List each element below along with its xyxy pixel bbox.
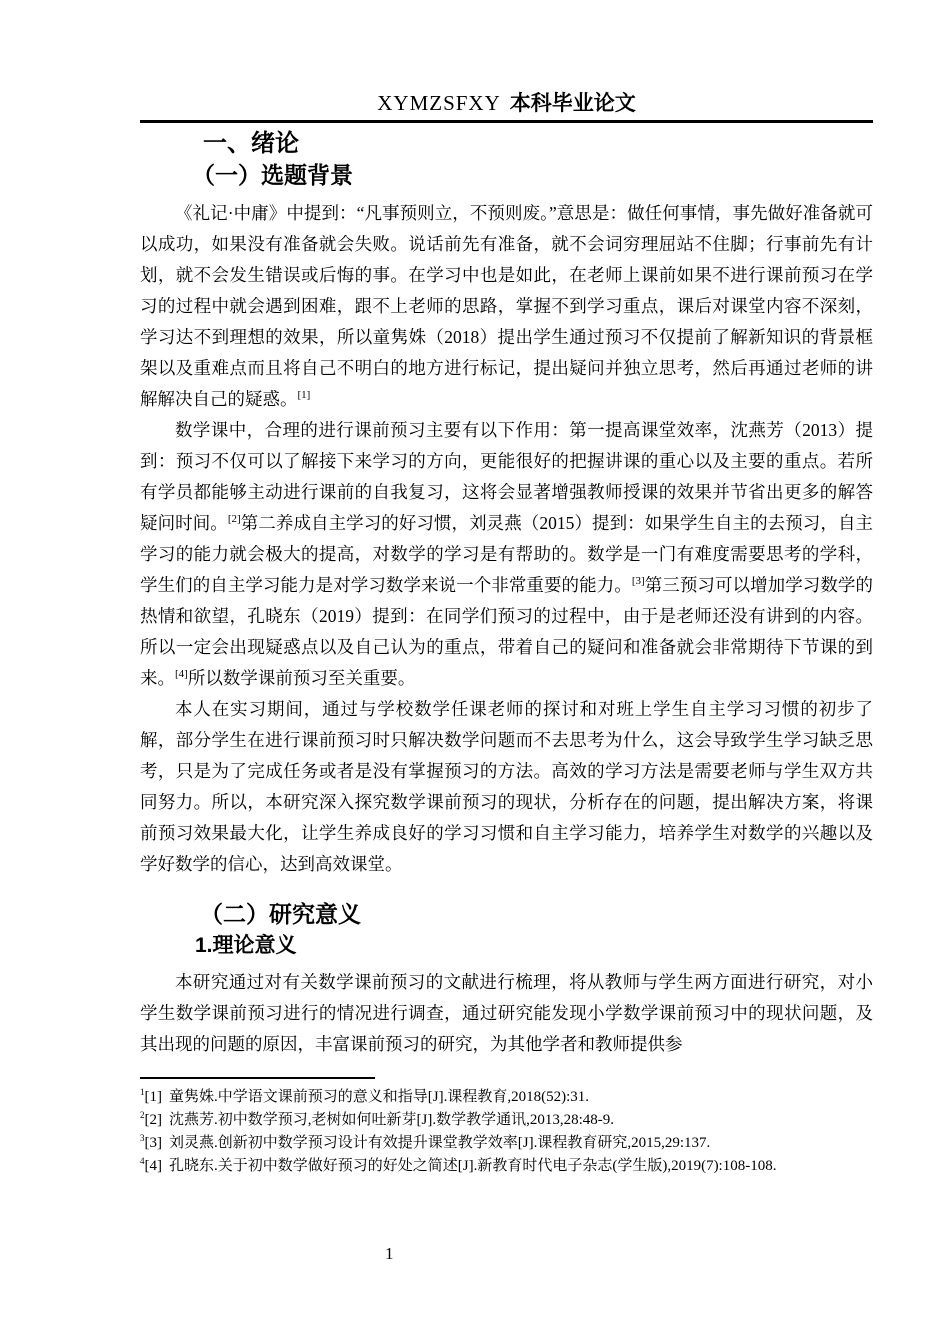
- page-number: 1: [385, 1244, 394, 1263]
- paragraph-preview-functions: [140, 415, 873, 694]
- paragraph-text: 第三预习可以增加学习数学的热情和欲望，孔晓东（2019）提到：在同学们预习的过程中，由于是老师还没有讲到的内容。所以一定会出现疑惑点以及自己认为的重点，带着自己的疑问和准备就会非常期待下节课的到来。: [140, 575, 874, 688]
- footnote-label: [3]: [144, 1135, 162, 1151]
- footnote-separator: [140, 1077, 375, 1079]
- footnote-text: 童隽姝.中学语文课前预习的意义和指导[J].课程教育,2018(52):31.: [169, 1089, 589, 1105]
- header-title-cjk: 本科毕业论文: [509, 91, 636, 115]
- footnote-item: [140, 1132, 873, 1155]
- footnote-item: [140, 1155, 873, 1178]
- footnote-label: [4]: [144, 1158, 162, 1174]
- paragraph-internship-observation: [140, 694, 873, 880]
- footnote-item: [140, 1086, 873, 1109]
- paragraph-background: [140, 198, 873, 415]
- footnotes-section: [140, 1077, 873, 1178]
- footnote-ref-2: [2]: [227, 513, 241, 526]
- paragraph-text: 所以数学课前预习至关重要。: [187, 668, 416, 688]
- footnote-text: 沈燕芳.初中数学预习,老树如何吐新芽[J].数学教学通讯,2013,28:48-9.: [169, 1112, 614, 1128]
- paragraph-text: 第二养成自主学习的好习惯，刘灵燕（2015）提到：如果学生自主的去预习，自主学习的能力就会极大的提高，对数学的学习是有帮助的。数学是一门有难度需要思考的学科，学生们的自主学习能力是对学习数学来说一个非常重要的能力。: [140, 513, 874, 595]
- footnote-item: [140, 1109, 873, 1132]
- heading-research-significance: （二）研究意义: [200, 901, 361, 927]
- paragraph-text: 数学课中，合理的进行课前预习主要有以下作用：第一提高课堂效率，沈燕芳（2013）提到：预习不仅可以了解接下来学习的方向，更能很好的把握讲课的重心以及主要的重点。若所有学员都能够主动进行课前的自我复习，这将会显著增强教师授课的效果并节省出更多的解答疑问时间。: [140, 420, 873, 533]
- footnote-superscript: 4: [140, 1156, 145, 1166]
- heading-topic-background: （一）选题背景: [192, 162, 353, 188]
- heading-theoretical-significance: 1.理论意义: [195, 934, 297, 957]
- header-title-latin: XYMZSFXY: [377, 91, 501, 115]
- heading-introduction: 一、绪论: [203, 130, 299, 157]
- footnote-text: 刘灵燕.创新初中数学预习设计有效提升课堂教学效率[J].课程教育研究,2015,29:137.: [169, 1135, 711, 1151]
- paragraph-text: 本研究通过对有关数学课前预习的文献进行梳理，将从教师与学生两方面进行研究，对小学生数学课前预习进行的情况进行调查，通过研究能发现小学数学课前预习中的现状问题，及其出现的问题的原因，丰富课前预习的研究，为其他学者和教师提供参: [140, 972, 873, 1054]
- footnote-superscript: 1: [140, 1087, 145, 1097]
- footnote-label: [1]: [144, 1089, 162, 1105]
- footnote-superscript: 3: [140, 1133, 145, 1143]
- footnote-ref-3: [3]: [631, 575, 645, 588]
- paragraph-theoretical-significance: [140, 967, 873, 1060]
- footnote-superscript: 2: [140, 1110, 145, 1120]
- footnote-ref-4: [4]: [175, 668, 188, 681]
- footnote-label: [2]: [144, 1112, 162, 1128]
- footnote-text: 孔晓东.关于初中数学做好预习的好处之简述[J].新教育时代电子杂志(学生版),2019(7):108-108.: [169, 1158, 777, 1174]
- paragraph-text: 本人在实习期间，通过与学校数学任课老师的探讨和对班上学生自主学习习惯的初步了解，部分学生在进行课前预习时只解决数学问题而不去思考为什么，这会导致学生学习缺乏思考，只是为了完成任务或者是没有掌握预习的方法。高效的学习方法是需要老师与学生双方共同努力。所以，本研究深入探究数学课前预习的现状，分析存在的问题，提出解决方案，将课前预习效果最大化，让学生养成良好的学习习惯和自主学习能力，培养学生对数学的兴趣以及学好数学的信心，达到高效课堂。: [140, 699, 873, 874]
- footnote-ref-1: [1]: [297, 389, 311, 402]
- page-header: [140, 90, 873, 123]
- paragraph-text: 《礼记·中庸》中提到：“凡事预则立，不预则废。”意思是：做任何事情，事先做好准备就可以成功，如果没有准备就会失败。说话前先有准备，就不会词穷理屈站不住脚；行事前先有计划，就不会发生错误或后悔的事。在学习中也是如此，在老师上课前如果不进行课前预习在学习的过程中就会遇到困难，跟不上老师的思路，掌握不到学习重点，课后对课堂内容不深刻，学习达不到理想的效果，所以童隽姝（2018）提出学生通过预习不仅提前了解新知识的背景框架以及重难点而且将自己不明白的地方进行标记，提出疑问并独立思考，然后再通过老师的讲解解决自己的疑惑。: [140, 203, 873, 409]
